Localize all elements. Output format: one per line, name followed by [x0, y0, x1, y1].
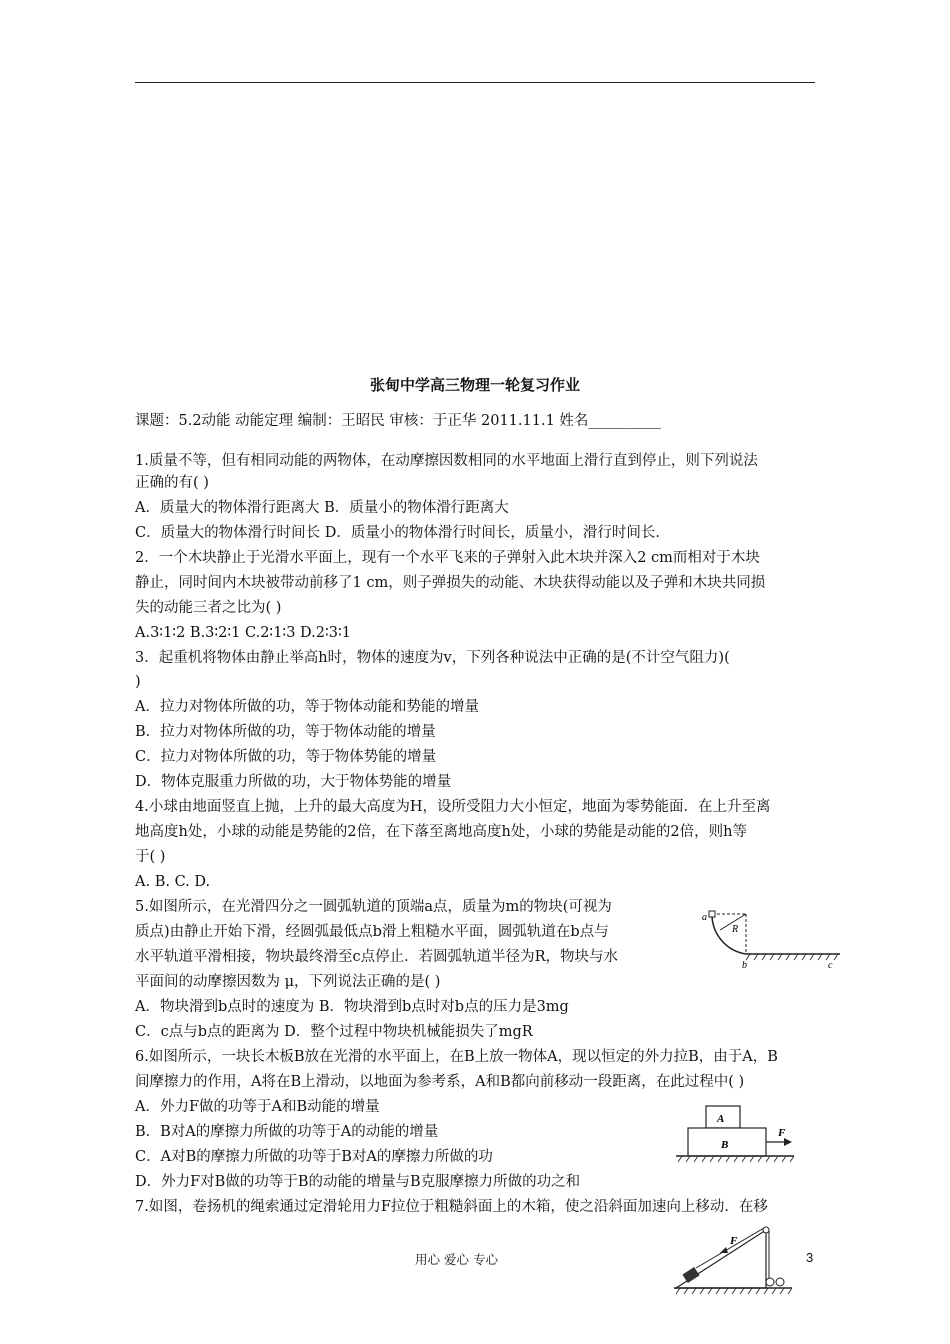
text-line: C．c点与b点的距离为 D．整个过程中物块机械能损失了mgR: [135, 1024, 533, 1040]
arc-track-figure: [700, 908, 850, 970]
text-line: A．质量大的物体滑行距离大 B．质量小的物体滑行距离大: [135, 500, 509, 516]
label-F: F: [730, 1235, 738, 1247]
text-line: D．外力F对B做的功等于B的动能的增量与B克服摩擦力所做的功之和: [135, 1174, 581, 1190]
text-line: A．物块滑到b点时的速度为 B．物块滑到b点时对b点的压力是3mg: [135, 999, 569, 1015]
text-line: ): [135, 674, 141, 690]
text-line: A.3∶1∶2 B.3∶2∶1 C.2∶1∶3 D.2∶3∶1: [135, 625, 351, 641]
text-line: 水平轨道平滑相接，物块最终滑至c点停止．若圆弧轨道半径为R，物块与水: [135, 949, 619, 965]
text-line: 5.如图所示，在光滑四分之一圆弧轨道的顶端a点，质量为m的物块(可视为: [135, 899, 612, 915]
text-line: 静止，同时间内木块被带动前移了1 cm，则子弹损失的动能、木块获得动能以及子弹和木块共同损: [135, 575, 766, 591]
text-line: B．拉力对物体所做的功，等于物体动能的增量: [135, 724, 436, 740]
text-line: 地高度h处，小球的动能是势能的2倍，在下落至离地高度h处，小球的势能是动能的2倍，则h等: [135, 824, 747, 840]
text-line: 质点)由静止开始下滑，经圆弧最低点b滑上粗糙水平面，圆弧轨道在b点与: [135, 924, 609, 940]
text-line: 7.如图，卷扬机的绳索通过定滑轮用力F拉位于粗糙斜面上的木箱，使之沿斜面加速向上移动．在移: [135, 1199, 768, 1215]
text-line: 1.质量不等，但有相同动能的两物体，在动摩擦因数相同的水平地面上滑行直到停止，则下列说法: [135, 453, 758, 469]
label-b: b: [742, 960, 747, 970]
label-A: A: [717, 1113, 725, 1125]
label-R: R: [732, 924, 739, 935]
page-number: 3: [806, 1250, 814, 1265]
label-F: F: [778, 1127, 786, 1139]
text-line: B．B对A的摩擦力所做的功等于A的动能的增量: [135, 1124, 439, 1140]
text-line: D．物体克服重力所做的功，大于物体势能的增量: [135, 774, 452, 790]
header-rule: [135, 82, 815, 83]
text-line: A．外力F做的功等于A和B动能的增量: [135, 1099, 380, 1115]
text-line: 正确的有( ): [135, 475, 209, 491]
text-line: 间摩擦力的作用，A将在B上滑动，以地面为参考系，A和B都向前移动一段距离，在此过程中( ): [135, 1074, 745, 1090]
text-line: 3．起重机将物体由静止举高h时，物体的速度为v，下列各种说法中正确的是(不计空气阻力)(: [135, 650, 730, 666]
text-line: 2．一个木块静止于光滑水平面上，现有一个水平飞来的子弹射入此木块并深入2 cm而相对于木块: [135, 550, 760, 566]
course-info: 课题：5.2动能 动能定理 编制：王昭民 审核：于正华 2011.11.1 姓名__________: [135, 413, 661, 429]
text-line: C．拉力对物体所做的功，等于物体势能的增量: [135, 749, 437, 765]
text-line: 6.如图所示，一块长木板B放在光滑的水平面上，在B上放一物体A，现以恒定的外力拉B，由于A，B: [135, 1049, 778, 1065]
text-line: 平面间的动摩擦因数为 μ，下列说法正确的是( ): [135, 974, 441, 990]
text-line: A. B. C. D.: [135, 874, 211, 890]
text-line: A．拉力对物体所做的功，等于物体动能和势能的增量: [135, 699, 479, 715]
incline-figure: [668, 1222, 800, 1296]
text-line: 4.小球由地面竖直上抛，上升的最大高度为H，设所受阻力大小恒定，地面为零势能面．在上升至离: [135, 799, 771, 815]
page-title: 张甸中学高三物理一轮复习作业: [369, 376, 580, 394]
text-line: 于( ): [135, 849, 166, 865]
text-line: C．质量大的物体滑行时间长 D．质量小的物体滑行时间长，质量小，滑行时间长．: [135, 525, 670, 541]
label-B: B: [721, 1139, 729, 1151]
footer-text: 用心 爱心 专心: [415, 1252, 498, 1267]
text-line: C．A对B的摩擦力所做的功等于B对A的摩擦力所做的功: [135, 1149, 493, 1165]
label-c: c: [828, 960, 833, 970]
blocks-figure: [672, 1100, 802, 1168]
label-a: a: [702, 912, 707, 923]
text-line: 失的动能三者之比为( ): [135, 600, 282, 616]
